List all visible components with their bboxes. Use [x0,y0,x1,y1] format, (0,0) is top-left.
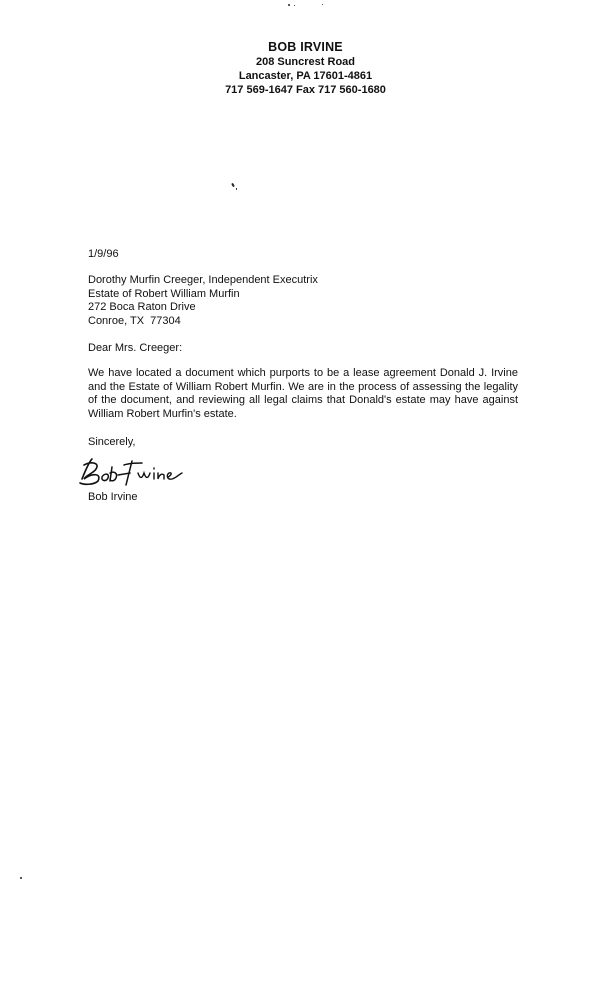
sender-street: 208 Suncrest Road [255,56,356,68]
recipient-line-1: Dorothy Murfin Creeger, Independent Executrix [88,274,318,286]
signer-name: Bob Irvine [88,491,138,503]
letter-date: 1/9/96 [88,248,119,260]
recipient-line-3: 272 Boca Raton Drive [88,301,196,314]
recipient-address [88,274,518,328]
letterhead [0,40,611,97]
recipient-line-4: Conroe, TX 77304 [88,314,181,327]
recipient-line-2: Estate of Robert William Murfin [88,287,240,300]
closing: Sincerely, [88,436,136,448]
sender-city: Lancaster, PA 17601-4861 [238,70,373,82]
sender-name: BOB IRVINE [268,40,343,54]
salutation: Dear Mrs. Creeger: [88,342,183,354]
handwritten-signature [72,451,192,491]
body-paragraph: We have located a document which purports to be a lease agreement Donald J. Irvine and the Estate of William Robert Murfin. We are in the process of assessing the legality of the document, and reviewing all legal claims that Donald's estate may have against William Robert Murfin's estate. [88,367,518,420]
sender-phone-fax: 717 569-1647 Fax 717 560-1680 [225,84,386,96]
